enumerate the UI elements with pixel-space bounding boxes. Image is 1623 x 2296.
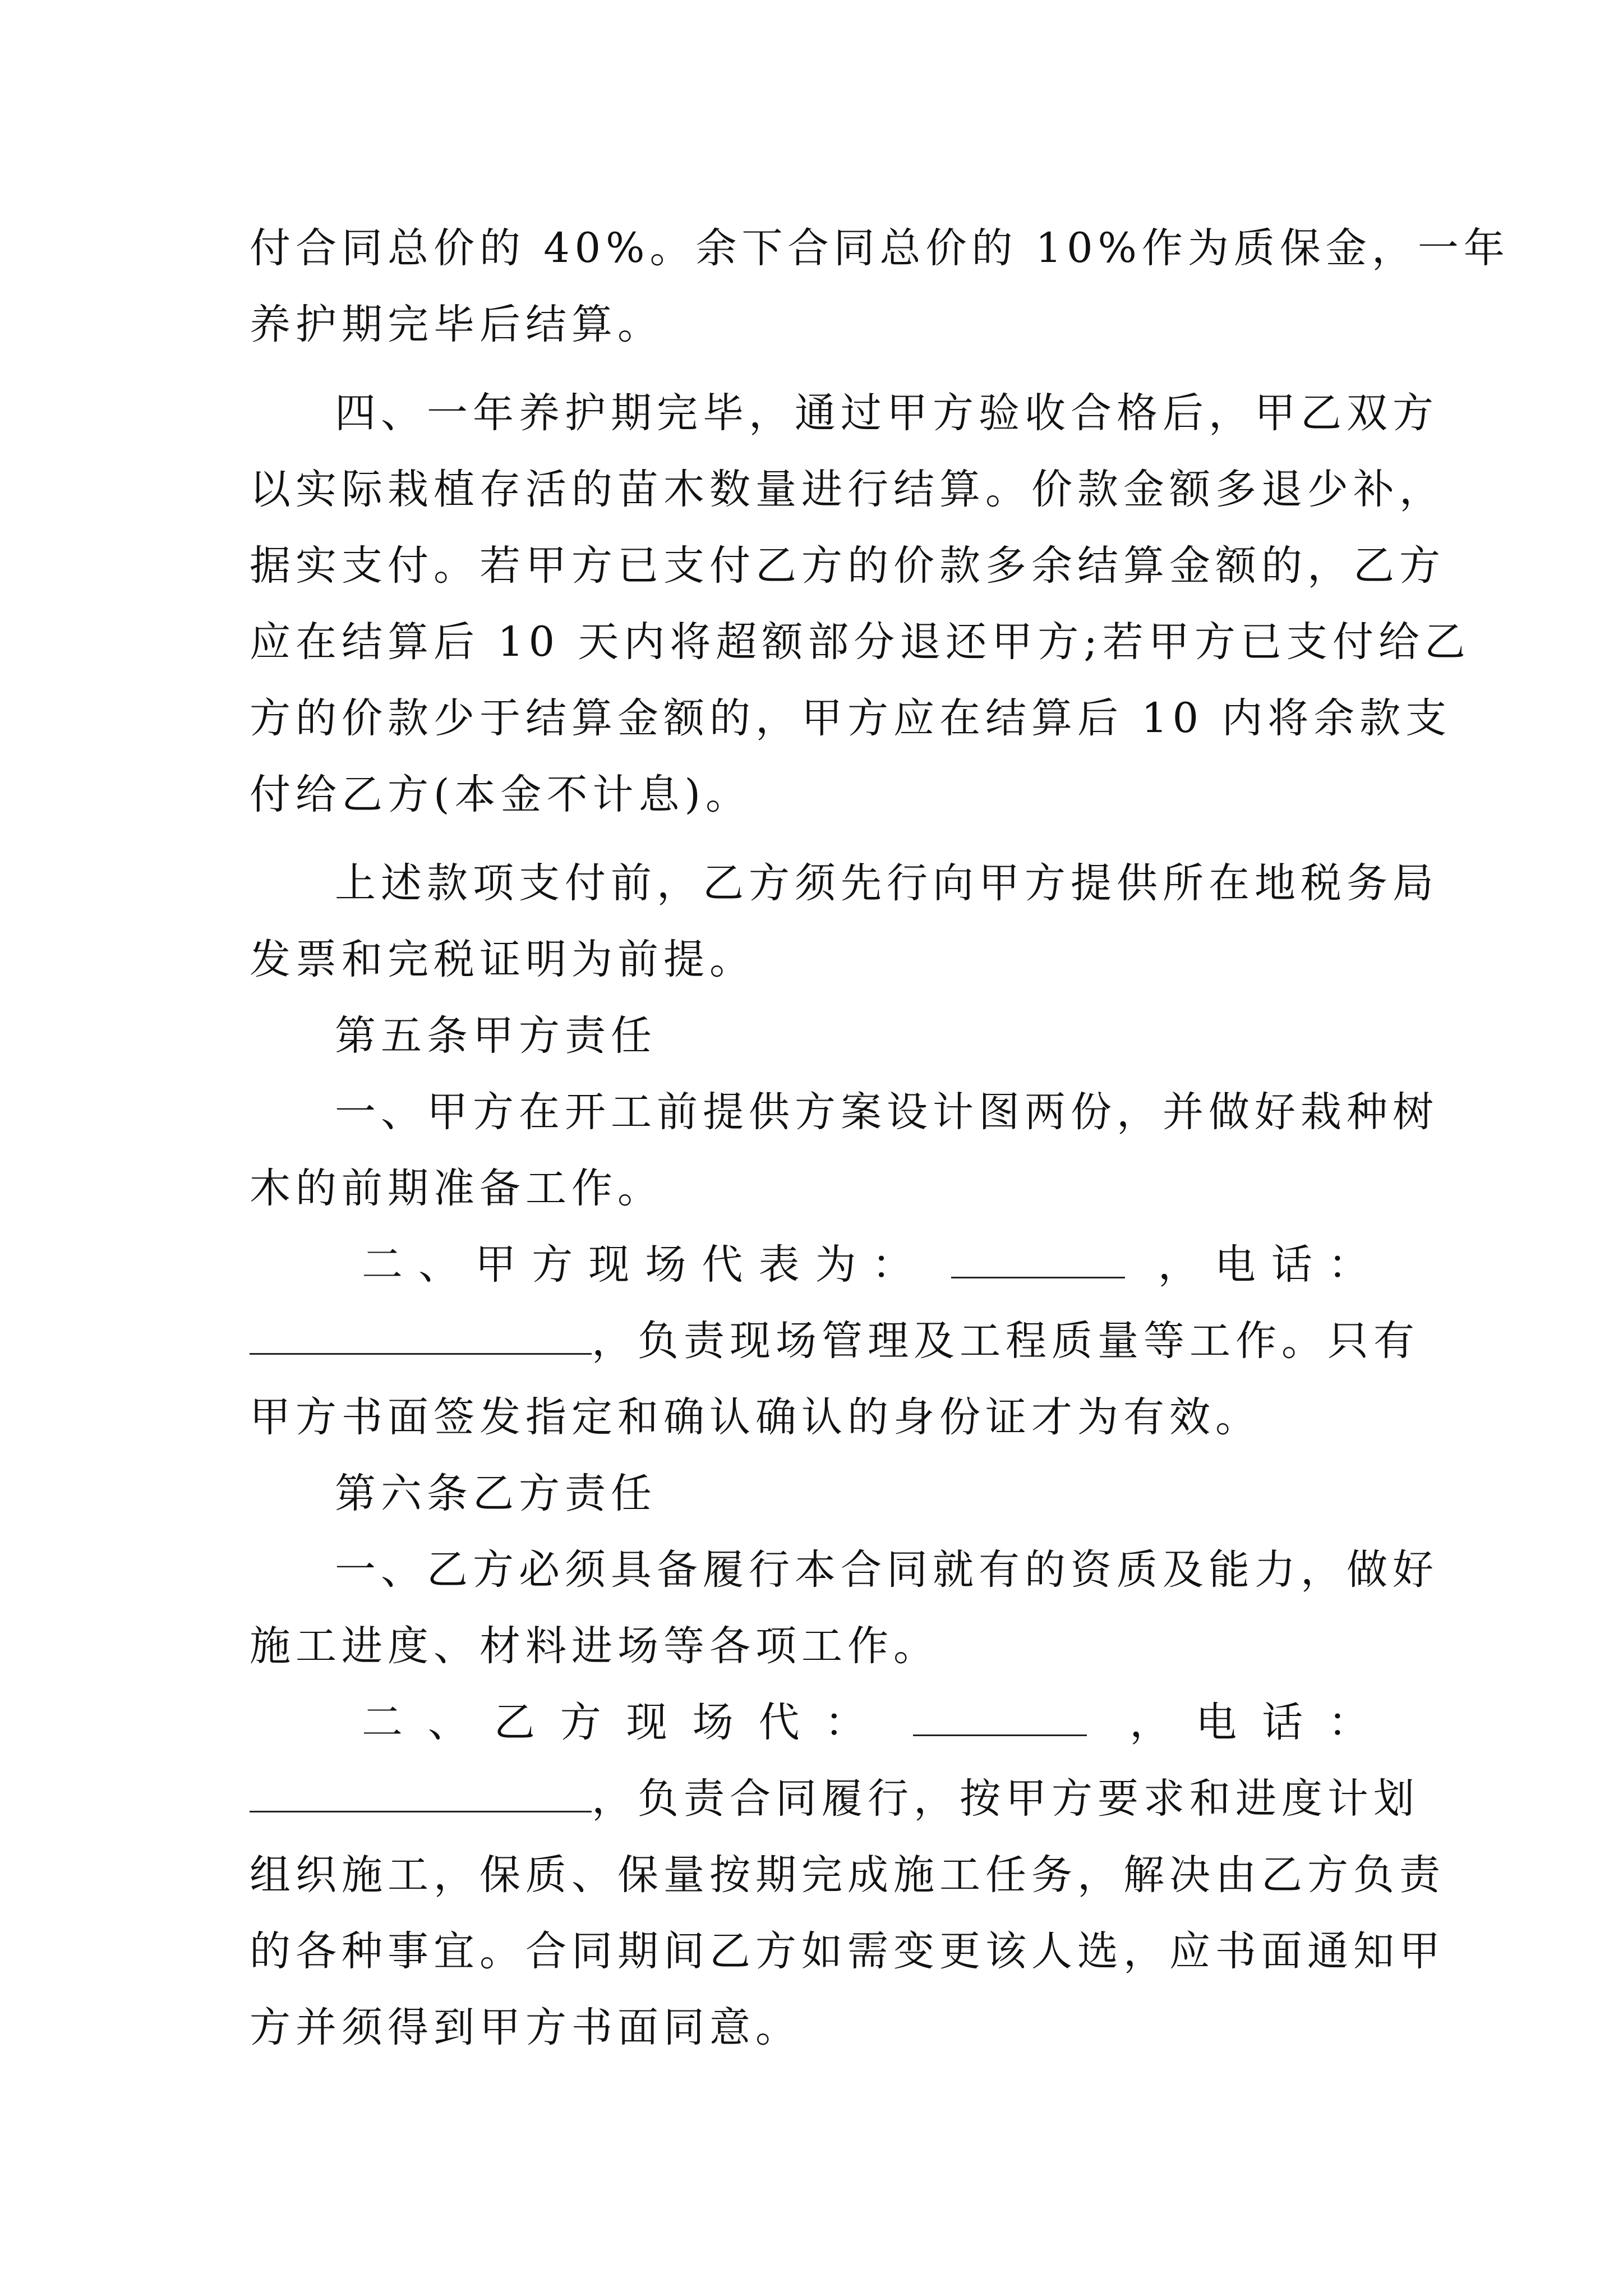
text-line: 组织施工，保质、保量按期完成施工任务，解决由乙方负责	[250, 1851, 1445, 1899]
phone-number-blank	[250, 1314, 592, 1355]
text-line-with-blank	[250, 1227, 1374, 1303]
text-line: 以实际栽植存活的苗木数量进行结算。价款金额多退少补，	[250, 466, 1445, 513]
text-line: 四、一年养护期完毕，通过甲方验收合格后，甲乙双方	[335, 389, 1438, 437]
representative-name-blank	[951, 1237, 1125, 1278]
article-heading: 第五条甲方责任	[335, 1012, 657, 1060]
text-line: 一、乙方必须具备履行本合同就有的资质及能力，做好	[335, 1546, 1438, 1594]
text-line: 一、甲方在开工前提供方案设计图两份，并做好栽种树	[335, 1088, 1438, 1136]
text-line: 付合同总价的 40%。余下合同总价的 10%作为质保金，一年	[250, 224, 1510, 272]
text-fragment: ，电话：	[1147, 1241, 1375, 1289]
text-line: 施工进度、材料进场等各项工作。	[250, 1622, 939, 1670]
text-line: 养护期完毕后结算。	[250, 301, 663, 348]
text-fragment: ，负责现场管理及工程质量等工作。只有	[592, 1317, 1419, 1365]
text-fragment: 二、乙方现场代：	[362, 1699, 891, 1746]
text-line: 付给乙方(本金不计息)。	[250, 771, 751, 818]
text-line-with-blank	[250, 1303, 1419, 1379]
text-line: 据实支付。若甲方已支付乙方的价款多余结算金额的，乙方	[250, 542, 1445, 590]
text-line: 的各种事宜。合同期间乙方如需变更该人选，应书面通知甲	[250, 1927, 1445, 1975]
text-line: 甲方书面签发指定和确认确认的身份证才为有效。	[250, 1393, 1261, 1441]
representative-name-blank	[913, 1695, 1087, 1736]
text-line: 发票和完税证明为前提。	[250, 936, 755, 983]
text-line-with-blank	[250, 1685, 1374, 1761]
text-line-with-blank	[250, 1761, 1419, 1837]
document-body	[250, 210, 1510, 2066]
text-fragment: ，负责合同履行，按甲方要求和进度计划	[592, 1775, 1419, 1823]
text-line: 方的价款少于结算金额的，甲方应在结算后 10 内将余款支	[250, 694, 1452, 742]
phone-number-blank	[250, 1772, 592, 1812]
text-fragment: 二、甲方现场代表为：	[362, 1241, 929, 1289]
text-fragment: ，电话：	[1109, 1699, 1375, 1746]
text-line: 应在结算后 10 天内将超额部分退还甲方;若甲方已支付给乙	[250, 618, 1470, 666]
text-line: 木的前期准备工作。	[250, 1165, 663, 1212]
text-line: 方并须得到甲方书面同意。	[250, 2004, 801, 2051]
text-line: 上述款项支付前，乙方须先行向甲方提供所在地税务局	[335, 859, 1438, 907]
article-heading: 第六条乙方责任	[335, 1470, 657, 1517]
